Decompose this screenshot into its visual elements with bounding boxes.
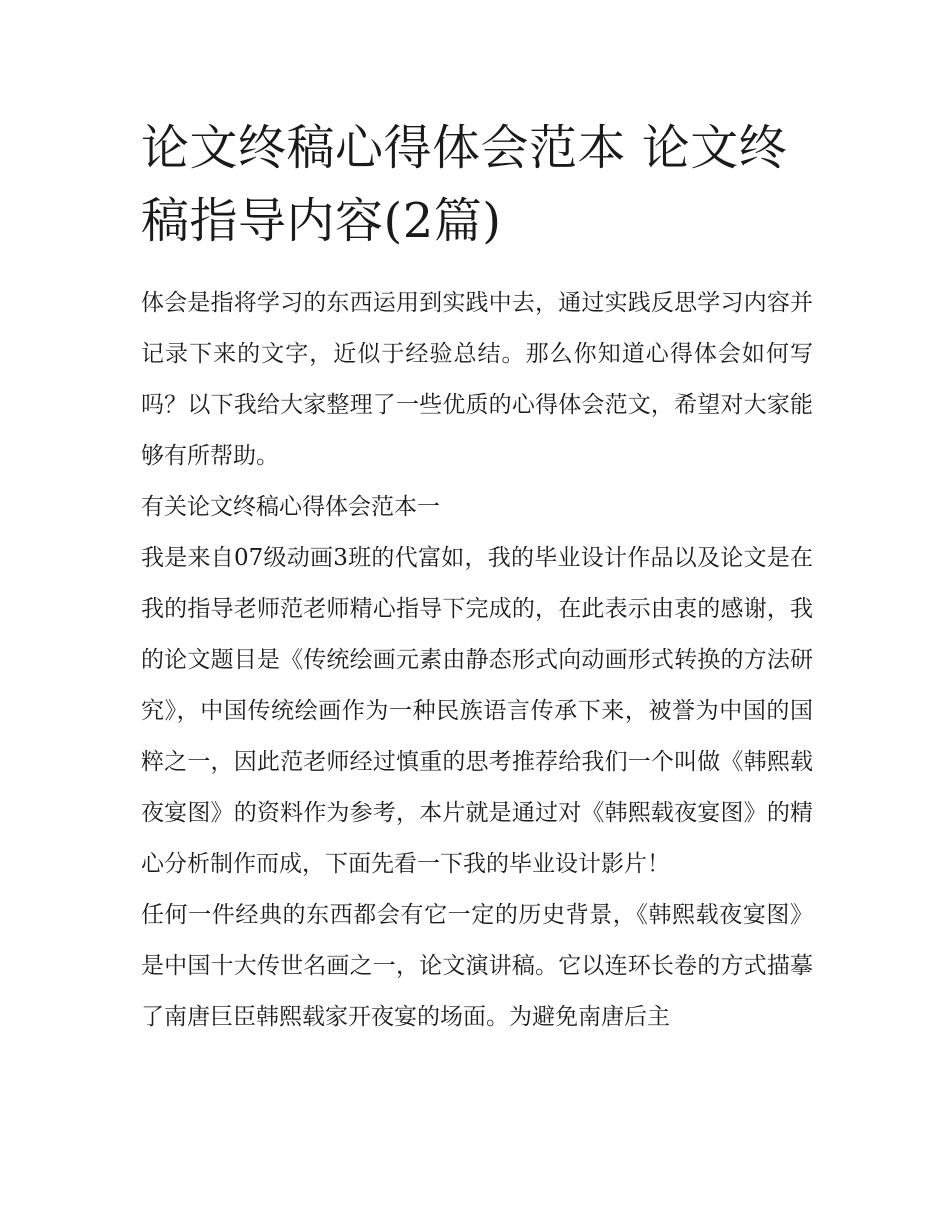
section-heading: 有关论文终稿心得体会范本一 [141,494,440,520]
document-title: 论文终稿心得体会范本 论文终稿指导内容(2篇) [141,120,788,249]
body-paragraph: 任何一件经典的东西都会有它一定的历史背景，《韩熙载夜宴图》是中国十大传世名画之一，论文演讲稿。它以连环长卷的方式描摹了南唐巨臣韩熙载家开夜宴的场面。为避免南唐后主 [141,902,813,1030]
document-body [141,278,813,1043]
intro-paragraph: 体会是指将学习的东西运用到实践中去，通过实践反思学习内容并记录下来的文字，近似于经验总结。那么你知道心得体会如何写吗？以下我给大家整理了一些优质的心得体会范文，希望对大家能够有所帮助。 [141,290,813,469]
document-page [141,112,813,1043]
body-paragraph: 我是来自07级动画3班的代富如，我的毕业设计作品以及论文是在我的指导老师范老师精心指导下完成的，在此表示由衷的感谢，我的论文题目是《传统绘画元素由静态形式向动画形式转换的方法研究》，中国传统绘画作为一种民族语言传承下来，被誉为中国的国粹之一，因此范老师经过慎重的思考推荐给我们一个叫做《韩熙载夜宴图》的资料作为参考，本片就是通过对《韩熙载夜宴图》的精心分析制作而成，下面先看一下我的毕业设计影片！ [141,545,813,877]
